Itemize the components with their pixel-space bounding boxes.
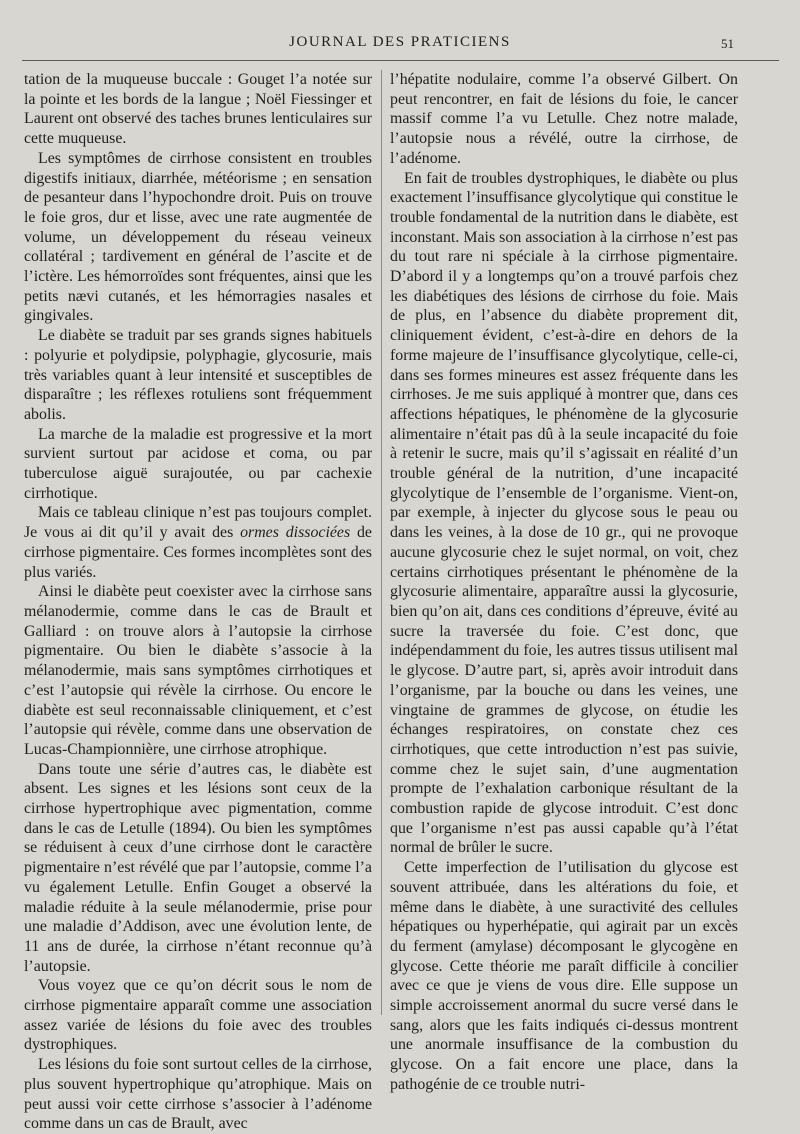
paragraph: Vous voyez que ce qu’on décrit sous le nom de cirrhose pigmentaire apparaît comme une association assez variée de lésions du foie avec des troubles dystrophiques. xyxy=(24,977,372,1054)
column-divider xyxy=(381,70,382,1015)
journal-title: JOURNAL DES PRATICIENS xyxy=(289,34,511,50)
italic-term: ormes dissociées xyxy=(240,524,351,542)
paragraph-text: de cirrhose pigmentaire. Ces formes incomplètes sont des plus variés. xyxy=(24,524,372,581)
paragraph: tation de la muqueuse buccale : Gouget l’a notée sur la pointe et les bords de la langue ; Noël Fiessinger et Laurent ont observé des taches brunes lenticulaires sur cette muqueuse. xyxy=(24,71,372,148)
paragraph: Dans toute une série d’autres cas, le diabète est absent. Les signes et les lésions sont ceux de la cirrhose hypertrophique avec pigmentation, comme dans le cas de Letulle (1894). Ou bien les symptômes se réduisent à ceux d’une cirrhose dont le caractère pigmentaire n’est révélé que par l’autopsie, comme l’a vu également Letulle. Enfin Gouget a observé la maladie réduite à la seule mélanodermie, prise pour une maladie d’Addison, avec une évolution lente, de 11 ans de durée, la cirrhose n’étant reconnue qu’à l’autopsie. xyxy=(24,760,372,975)
paragraph: Le diabète se traduit par ses grands signes habituels : polyurie et polydipsie, polyphagie, glycosurie, mais très variables quant à leur intensité et susceptibles de disparaître ; les réflexes rotuliens sont fréquemment abolis. xyxy=(24,327,372,423)
paragraph: En fait de troubles dystrophiques, le diabète ou plus exactement l’insuffisance glycolytique qui constitue le trouble fondamental de la nutrition dans le diabète, est inconstant. Mais son association à la cirrhose n’est pas du tout rare ni spéciale à la cirrhose pigmentaire. D’abord il y a longtemps qu’on a trouvé parfois chez les diabétiques des lésions de cirrhose du foie. Mais de plus, en l’absence du diabète proprement dit, cliniquement évident, c’est-à-dire en dehors de la forme majeure de l’insuffisance glycolytique, celle-ci, dans ses formes mineures est assez fréquente dans les cirrhoses. Je me suis appliqué à montrer que, dans ces affections hépatiques, le phénomène de la glycosurie alimentaire n’était pas dû à la seule incapacité du foie à retenir le sucre, mais qu’il s’agissait en réalité d’un trouble général de la nutrition, d’une incapacité glycolytique de l’ensemble de l’organisme. Vient-on, par exemple, à injecter du glycose sous le peau ou dans les veines, à la dose de 10 gr., qui ne provoque aucune glycosurie chez le sujet normal, on voit, chez certains cirrhotiques présentant le phénomène de la glycosurie alimentaire, apparaître aussi la glycosurie, bien qu’on ait, dans ces conditions d’épreuve, évité au sucre la traversée du foie. C’est donc, que indépendamment du foie, les autres tissus utilisent mal le glycose. D’autre part, si, après avoir introduit dans l’organisme, par la bouche ou dans les veines, une vingtaine de grammes de glycose, on étudie les échanges respiratoires, on constate chez ces cirrhotiques, que cette introduction n’est pas suivie, comme chez le sujet sain, d’une augmentation prompte de l’exhalation carbonique résultant de la combustion rapide de glycose introduit. C’est donc que l’organisme n’est pas aussi capable qu’à l’état normal de brûler le sucre. xyxy=(390,169,738,857)
paragraph: Ainsi le diabète peut coexister avec la cirrhose sans mélanodermie, comme dans le cas de Brault et Galliard : on trouve alors à l’autopsie la cirrhose pigmentaire. Ou bien le diabète s’associe à la mélanodermie, mais sans symptômes cirrhotiques et c’est l’autopsie qui révèle la cirrhose. Ou encore le diabète est seul reconnaissable cliniquement, et c’est l’autopsie qui révèle, comme dans une observation de Lucas-Championnière, une cirrhose atrophique. xyxy=(24,583,372,758)
paragraph: Les lésions du foie sont surtout celles de la cirrhose, plus souvent hypertrophique qu’atrophique. Mais on peut aussi voir cette cirrhose s’associer à l’adénome comme dans un cas de Brault, avec xyxy=(24,1056,372,1133)
left-column xyxy=(24,70,372,1134)
header-rule xyxy=(22,60,779,61)
right-column xyxy=(390,70,738,1095)
paragraph-text: Mais ce tableau clinique n’est pas toujours complet. Je vous ai dit qu’il y avait des xyxy=(24,504,372,542)
paragraph: La marche de la maladie est progressive et la mort survient surtout par acidose et coma, ou par tuberculose aiguë surajoutée, ou par cachexie cirrhotique. xyxy=(24,425,372,502)
paragraph: Les symptômes de cirrhose consistent en troubles digestifs initiaux, diarrhée, météorisme ; en sensation de pesanteur dans l’hypochondre droit. Puis on trouve le foie gros, dur et lisse, avec une rate augmentée de volume, un développement du réseau veineux collatéral ; tardivement en général de l’ascite et de l’ictère. Les hémorroïdes sont fréquentes, ainsi que les petits nævi cutanés, et les hémorragies nasales et gingivales. xyxy=(24,149,372,325)
paragraph: Cette imperfection de l’utilisation du glycose est souvent attribuée, dans les altérations du foie, et même dans le diabète, à une suractivité des cellules hépatiques ou hyperhépatie, qui agirait par un excès du ferment (amylase) décomposant le glycogène en glycose. Cette théorie me paraît difficile à concilier avec ce que je viens de vous dire. Elle suppose un simple accroissement anormal du sucre versé dans le sang, alors que les faits indiqués ci-dessus montrent une anormale insuffisance de la combustion du glycose. On a fait encore une place, dans la pathogénie de ce trouble nutri- xyxy=(390,859,738,1093)
running-header xyxy=(0,32,800,56)
paragraph xyxy=(24,503,372,582)
page-number: 51 xyxy=(721,36,734,51)
paragraph: l’hépatite nodulaire, comme l’a observé Gilbert. On peut rencontrer, en fait de lésions du foie, le cancer massif comme l’a vu Letulle. Chez notre malade, l’autopsie nous a révélé, outre la cirrhose, de l’adénome. xyxy=(390,71,738,167)
